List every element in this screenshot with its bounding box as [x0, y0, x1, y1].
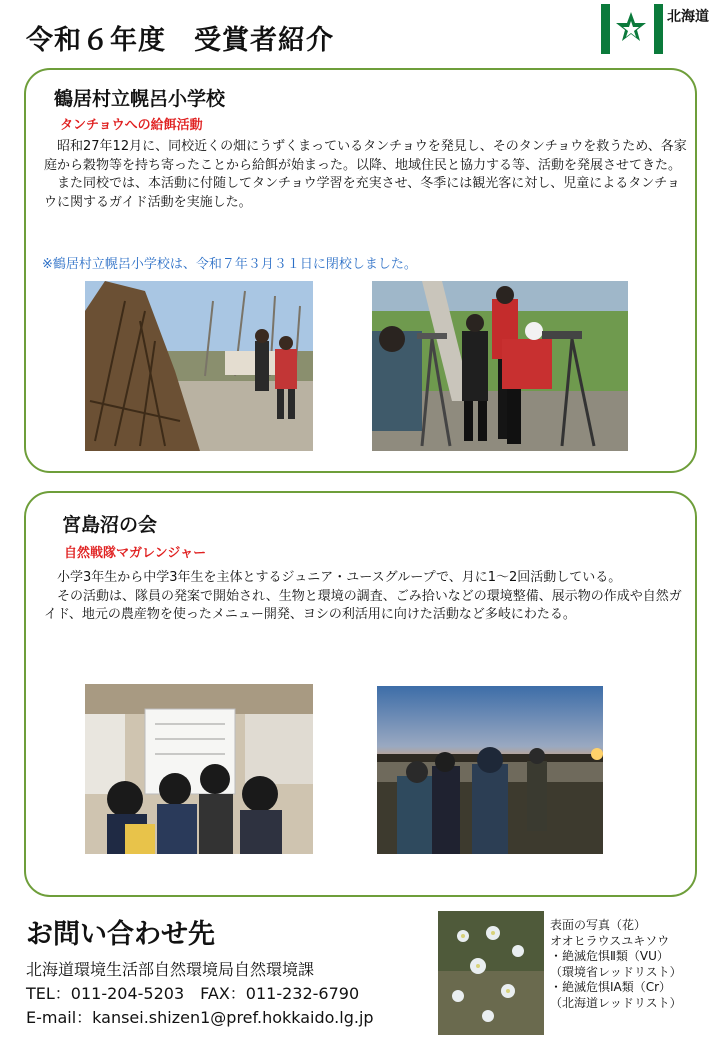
- caption-line: オオヒラウスユキソウ: [550, 933, 670, 948]
- description-paragraph: 昭和27年12月に、同校近くの畑にうずくまっているタンチョウを発見し、そのタンチョウを救うため、各家庭から穀物等を持ち寄ったことから給餌が始まった。以降、地域住民と協力する等、活動を発展させてきた。: [44, 139, 687, 173]
- description-paragraph: その活動は、隊員の発案で開始され、生物と環境の調査、ごみ拾いなどの環境整備、展示物の作成や自然ガイド、地元の農産物を使ったメニュー開発、ヨシの利活用に向けた活動など多岐にわたる。: [44, 588, 682, 622]
- logo-text: 北海道: [667, 9, 709, 25]
- activity-title: 自然戦隊マガレンジャー: [64, 546, 207, 561]
- description-paragraph: 小学3年生から中学3年生を主体とするジュニア・ユースグループで、月に1～2回活動している。: [57, 570, 622, 585]
- photo-crane-guide: [372, 281, 628, 451]
- photo-cover-flower: [438, 911, 544, 1035]
- cover-photo-caption: [550, 918, 718, 1011]
- photo-sunset-wetland: [377, 686, 603, 854]
- caption-line: （北海道レッドリスト）: [550, 995, 682, 1010]
- photo-crane-feeding: [85, 281, 313, 451]
- closure-note: ※鶴居村立幌呂小学校は、令和７年３月３１日に閉校しました。: [42, 257, 417, 272]
- award-name: 宮島沼の会: [62, 514, 158, 536]
- contact-email[interactable]: E-mail：kansei.shizen1@pref.hokkaido.lg.jp: [26, 1008, 374, 1027]
- photo-classroom: [85, 684, 313, 854]
- caption-line: （環境省レッドリスト）: [550, 964, 682, 979]
- logo-bar-right: [654, 4, 663, 54]
- page-title: 令和６年度 受賞者紹介: [26, 25, 334, 56]
- award-description: [44, 569, 690, 625]
- contact-department: 北海道環境生活部自然環境局自然環境課: [26, 960, 315, 979]
- contact-phone: TEL：011-204-5203 FAX：011-232-6790: [26, 984, 360, 1003]
- award-card-miyajimanuma: [24, 491, 697, 897]
- caption-line: ・絶滅危惧Ⅱ類（VU）: [550, 949, 669, 963]
- hokkaido-logo: [601, 4, 715, 54]
- award-card-horoshoro: [24, 68, 697, 473]
- caption-line: ・絶滅危惧ⅠA類（Cr）: [550, 980, 672, 994]
- contact-heading: お問い合わせ先: [26, 919, 215, 950]
- description-paragraph: また同校では、本活動に付随してタンチョウ学習を充実させ、冬季には観光客に対し、児童によるタンチョウに関するガイド活動を実施した。: [44, 176, 680, 210]
- activity-title: タンチョウへの給餌活動: [60, 118, 203, 133]
- caption-line: 表面の写真（花）: [550, 918, 647, 932]
- snowflake-star-icon: [612, 10, 650, 48]
- award-description: [44, 138, 690, 212]
- logo-bar-left: [601, 4, 610, 54]
- award-name: 鶴居村立幌呂小学校: [54, 88, 226, 110]
